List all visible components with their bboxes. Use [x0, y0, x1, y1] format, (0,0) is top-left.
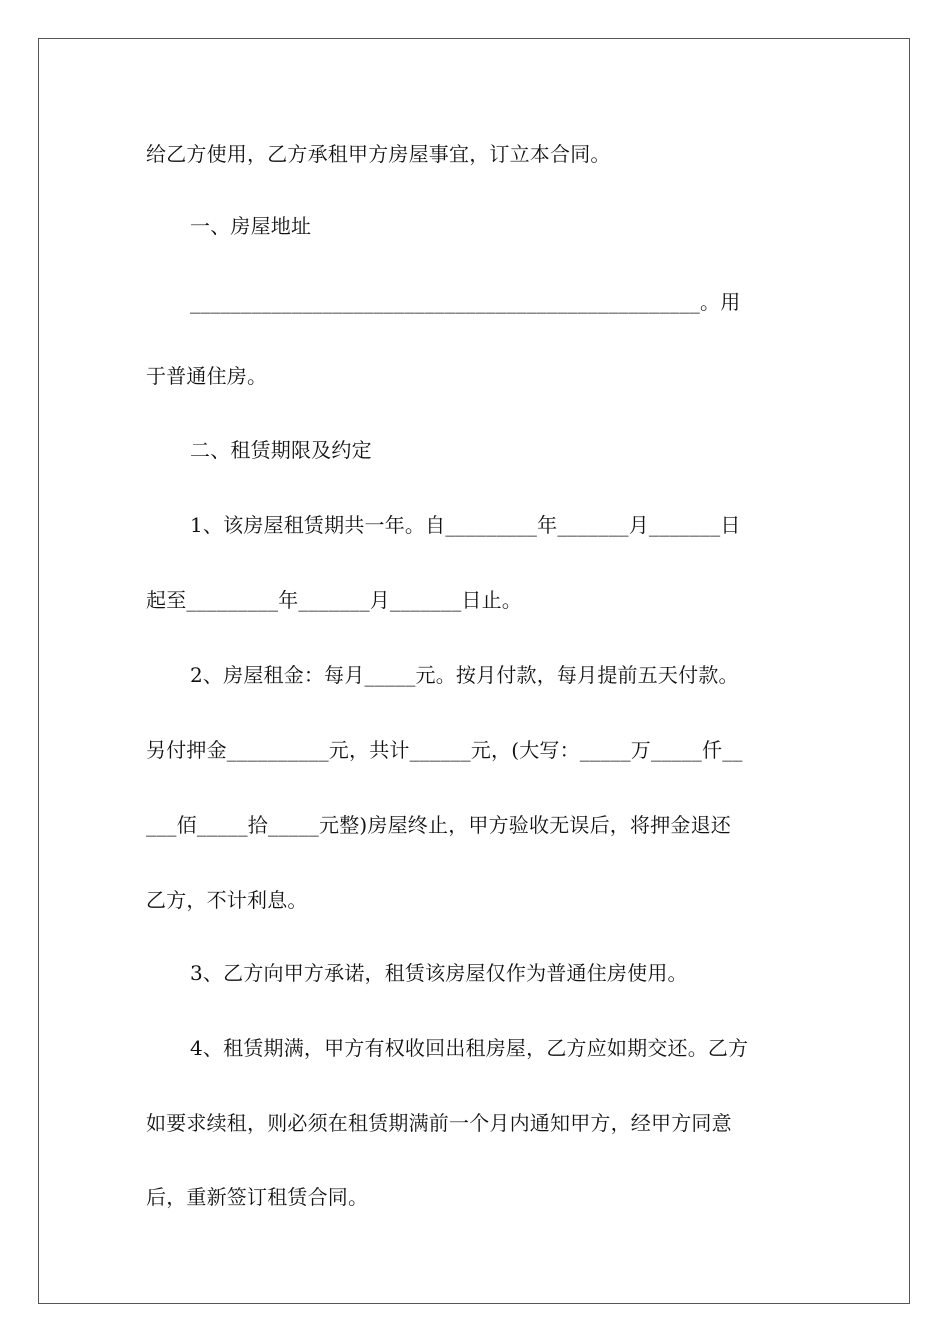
clause-2-line-3: ___佰_____拾_____元整)房屋终止，甲方验收无误后，将押金退还	[146, 813, 732, 837]
section-heading-lease-term: 二、租赁期限及约定	[190, 438, 372, 462]
clause-3-line-1: 3、乙方向甲方承诺，租赁该房屋仅作为普通住房使用。	[190, 961, 688, 985]
address-blank-line: __________________________________________________。用	[190, 290, 741, 314]
section-heading-house-address: 一、房屋地址	[190, 214, 312, 238]
clause-2-line-2: 另付押金__________元，共计______元，(大写：_____万_____仟__	[146, 738, 743, 762]
clause-4-line-3: 后，重新签订租赁合同。	[146, 1185, 369, 1209]
clause-2-line-1: 2、房屋租金：每月_____元。按月付款，每月提前五天付款。	[190, 663, 739, 687]
clause-4-line-2: 如要求续租，则必须在租赁期满前一个月内通知甲方，经甲方同意	[146, 1111, 732, 1135]
address-usage-line: 于普通住房。	[146, 364, 268, 388]
clause-1-line-2: 起至_________年_______月_______日止。	[146, 588, 522, 612]
clause-4-line-1: 4、租赁期满，甲方有权收回出租房屋，乙方应如期交还。乙方	[190, 1036, 749, 1060]
clause-1-line-1: 1、该房屋租赁期共一年。自_________年_______月_______日	[190, 513, 741, 537]
paragraph-intro-continuation: 给乙方使用，乙方承租甲方房屋事宜，订立本合同。	[146, 142, 611, 166]
clause-2-line-4: 乙方，不计利息。	[146, 888, 308, 912]
